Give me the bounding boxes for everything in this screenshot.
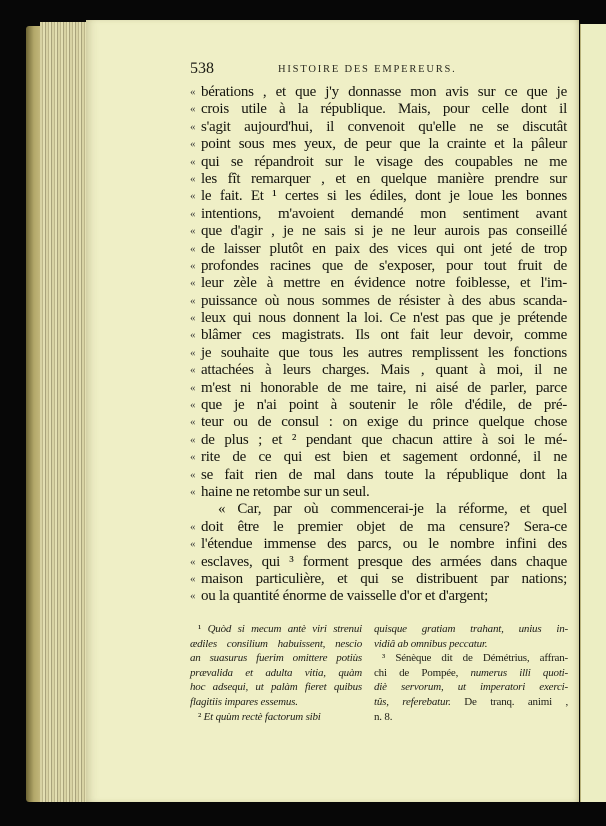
- text-line: [190, 501, 567, 518]
- footnote-text: quisque gratiam trahant, unius in-: [374, 623, 568, 635]
- text-line: [190, 84, 567, 101]
- guillemet: «: [190, 346, 196, 359]
- line-text: crois utile à la république. Mais, pour celle dont il: [201, 101, 567, 118]
- line-text: intentions, m'avoient demandé mon sentiment avant: [201, 205, 567, 222]
- guillemet: «: [190, 538, 196, 551]
- footnote-line: [190, 637, 362, 652]
- guillemet: «: [190, 468, 196, 481]
- text-line: [190, 519, 567, 536]
- text-line: [190, 414, 567, 431]
- footnote-text: n. 8.: [374, 710, 393, 723]
- footnote-text: De tranq. animi ,: [450, 695, 568, 708]
- line-text: esclaves, qui ³ forment presque des armées dans chaque: [201, 553, 567, 570]
- line-text: le fait. Et ¹ certes si les édiles, dont je loue les bonnes: [201, 188, 567, 205]
- guillemet: «: [190, 103, 196, 116]
- text-line: [190, 327, 567, 344]
- guillemet: «: [190, 590, 196, 603]
- text-line: [190, 432, 567, 449]
- footnote-text: prævalida et adulta vitia, quàm: [190, 666, 362, 679]
- text-line: [190, 258, 567, 275]
- text-line: [190, 310, 567, 327]
- footnote-text: hoc adsequi, ut palàm fieret quibus: [190, 681, 362, 694]
- text-line: [190, 275, 567, 292]
- guillemet: «: [190, 329, 196, 342]
- text-line: [190, 554, 567, 571]
- text-line: [190, 362, 567, 379]
- text-line: [190, 397, 567, 414]
- footnote-text: vidiâ ab omnibus peccatur.: [374, 637, 488, 650]
- line-text: de laisser plutôt en paix des vices qui ont jeté de trop: [201, 240, 567, 257]
- text-line: [190, 188, 567, 205]
- footnote-text: ²: [198, 710, 204, 723]
- footnote-text: chi de Pompée,: [374, 666, 471, 679]
- line-text: puissance où nous sommes de résister à des abus scanda-: [201, 292, 567, 309]
- line-text: l'étendue immense des parcs, ou le nombre infini des: [201, 536, 567, 553]
- line-text: rite de ce qui est bien et sagement ordonné, il ne: [201, 449, 567, 466]
- line-text: profondes racines que de s'exposer, pour tout fruit de: [201, 257, 567, 274]
- footnote-line: [190, 695, 362, 710]
- main-text: [190, 84, 567, 606]
- footnote-text: ædiles consilium habuissent, nescio: [190, 637, 362, 650]
- text-line: [190, 101, 567, 118]
- guillemet: «: [190, 312, 196, 325]
- text-line: [190, 571, 567, 588]
- guillemet: «: [190, 86, 196, 98]
- guillemet: «: [190, 416, 196, 429]
- line-text: point sous mes yeux, de peur que la crainte et la pâleur: [201, 136, 567, 153]
- line-text: je souhaite que tous les autres remplissent les fonctions: [201, 344, 567, 361]
- footnote-line: [374, 651, 568, 666]
- footnote-text: Et quùm rectè factorum sibi: [203, 710, 321, 723]
- guillemet: «: [190, 277, 196, 290]
- text-line: [190, 206, 567, 223]
- line-text: maison particulière, et qui se distribuent par nations;: [201, 570, 567, 587]
- guillemet: «: [190, 190, 196, 203]
- line-text: que je n'ai point à soutenir le rôle d'édile, de pré-: [201, 397, 567, 414]
- footnotes-right-column: [374, 622, 568, 724]
- footnote-line: [190, 710, 362, 725]
- line-text: qui se répandroit sur le visage des coupables ne me: [201, 153, 567, 170]
- line-text: de plus ; et ² pendant que chacun attire à soi le mé-: [201, 431, 567, 448]
- footnote-line: [374, 622, 568, 637]
- guillemet: «: [190, 555, 196, 568]
- line-text: attachées à leurs charges. Mais , quant à moi, il ne: [201, 362, 567, 379]
- footnote-text: tûs, referebatur.: [374, 695, 451, 708]
- footnote-text: numerus illi quoti-: [470, 666, 568, 679]
- guillemet: «: [190, 381, 196, 394]
- page-number: 538: [190, 60, 214, 77]
- guillemet: «: [190, 294, 196, 307]
- text-line: [190, 449, 567, 466]
- text-line: [190, 119, 567, 136]
- guillemet: «: [190, 225, 196, 238]
- text-line: [190, 293, 567, 310]
- footnote-text: an suasurus fuerim omittere potiùs: [190, 652, 362, 665]
- text-line: [190, 136, 567, 153]
- line-text: se fait rien de mal dans toute la république dont la: [201, 466, 567, 483]
- footnote-line: [190, 622, 362, 637]
- line-text: s'agit aujourd'hui, il convenoit qu'elle ne se discutât: [201, 118, 567, 135]
- footnote-line: [190, 651, 362, 666]
- footnote-line: [374, 695, 568, 710]
- line-text: leur zèle à mettre en évidence notre foiblesse, et l'im-: [201, 275, 567, 292]
- text-line: [190, 536, 567, 553]
- guillemet: «: [190, 155, 196, 168]
- footnote-line: [190, 680, 362, 695]
- line-text: haine ne retombe sur un seul.: [201, 483, 370, 500]
- text-line: [190, 171, 567, 188]
- text-line: [190, 241, 567, 258]
- text-line: [190, 484, 567, 501]
- guillemet: «: [190, 120, 196, 133]
- footnote-line: [374, 680, 568, 695]
- line-text: teur ou de consul : on exige du prince quelque chose: [201, 414, 567, 431]
- text-line: [190, 380, 567, 397]
- guillemet: «: [190, 485, 196, 498]
- footnote-text: ¹: [198, 623, 208, 635]
- guillemet: «: [190, 451, 196, 464]
- line-text: bérations , et que j'y donnasse mon avis sur ce que je: [201, 84, 567, 100]
- footnotes-left-column: [190, 622, 362, 724]
- text-line: [190, 588, 567, 605]
- guillemet: «: [190, 364, 196, 377]
- footnote-line: [374, 710, 568, 725]
- text-line: [190, 223, 567, 240]
- footnote-line: [374, 637, 568, 652]
- text-line: [190, 345, 567, 362]
- line-text: blâmer ces magistrats. Ils ont fait leur devoir, comme: [201, 327, 567, 344]
- footnote-line: [190, 666, 362, 681]
- guillemet: «: [190, 399, 196, 412]
- line-text: les fît remarquer , et en quelque manière prendre sur: [201, 170, 567, 187]
- line-text: que d'agir , je ne sais si je ne leur aurois pas conseillé: [201, 223, 567, 240]
- guillemet: «: [190, 172, 196, 185]
- guillemet: «: [190, 207, 196, 220]
- footnote-text: diè servorum, ut imperatori exerci-: [374, 681, 568, 694]
- guillemet: «: [190, 572, 196, 585]
- guillemet: «: [190, 520, 196, 533]
- line-text: m'est ni honorable de me taire, ni aisé de parler, parce: [201, 379, 567, 396]
- text-line: [190, 154, 567, 171]
- guillemet: «: [190, 259, 196, 272]
- page-edges: [40, 22, 88, 802]
- page-header: [190, 60, 567, 80]
- line-text: ou la quantité énorme de vaisselle d'or et d'argent;: [201, 588, 489, 605]
- guillemet: «: [190, 138, 196, 151]
- line-text: leux qui nous donnent la loi. Ce n'est pas que je prétende: [201, 310, 567, 327]
- footnote-text: ³ Sénèque dit de Démétrius, affran-: [382, 652, 568, 665]
- facing-page-edge: [580, 24, 606, 802]
- footnote-line: [374, 666, 568, 681]
- footnote-text: Quòd si mecum antè viri strenui: [207, 623, 362, 635]
- line-text: « Car, par où commencerai-je la réforme, et quel: [218, 501, 567, 518]
- guillemet: «: [190, 242, 196, 255]
- line-text: doit être le premier objet de ma censure? Sera-ce: [201, 518, 567, 535]
- guillemet: «: [190, 433, 196, 446]
- running-title: HISTOIRE DES EMPEREURS.: [278, 64, 457, 75]
- text-line: [190, 467, 567, 484]
- footnote-text: flagitiis impares essemus.: [190, 695, 298, 708]
